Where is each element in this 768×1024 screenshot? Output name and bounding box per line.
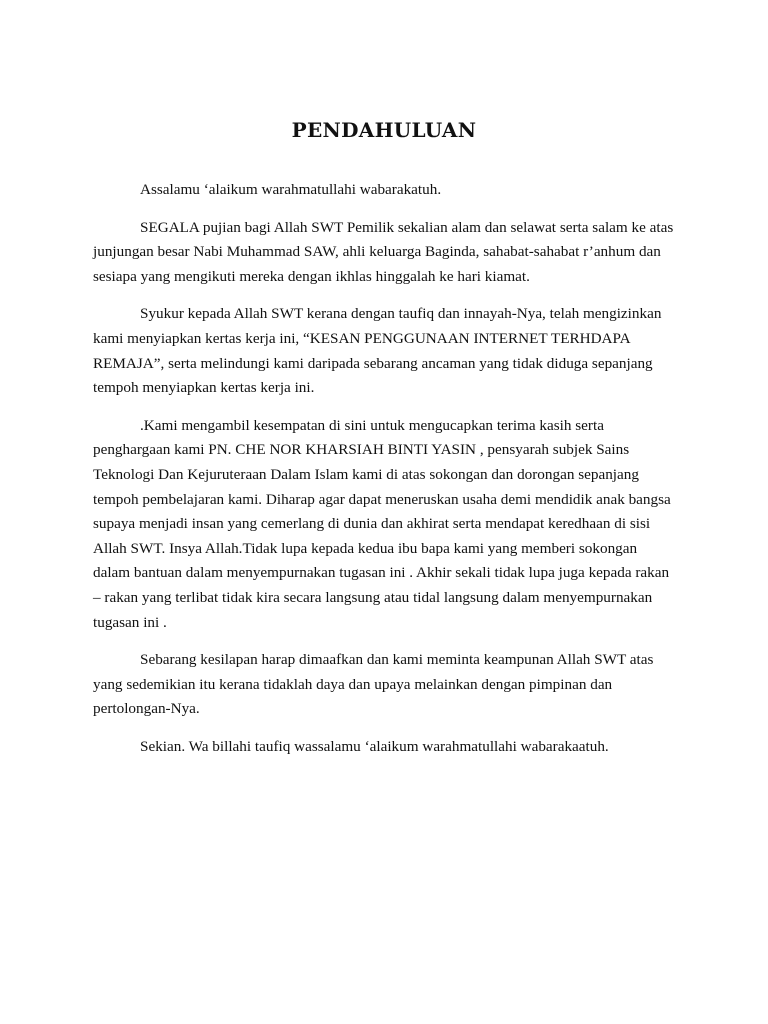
paragraph-greeting: Assalamu ‘alaikum warahmatullahi wabarakatuh. bbox=[140, 181, 442, 198]
paragraph-acknowledgement: .Kami mengambil kesempatan di sini untuk mengucapkan terima kasih serta penghargaan kami PN. CHE NOR KHARSIAH BINTI YASIN , pensyarah subjek Sains Teknologi Dan Kejuruteraan Dalam Islam kami di atas sokongan dan dorongan sepanjang tempoh pembelajaran kami. Diharap agar dapat meneruskan usaha demi mendidik anak bangsa supaya menjadi insan yang cemerlang di dunia dan akhirat serta mendapat keredhaan di sisi Allah SWT. Insya Allah.Tidak lupa kepada kedua ibu bapa kami yang memberi sokongan dalam bantuan dalam menyempurnakan tugasan ini . Akhir sekali tidak lupa juga kepada rakan – rakan yang terlibat tidak kira secara langsung atau tidal langsung dalam menyempurnakan tugasan ini . bbox=[93, 416, 671, 631]
paragraph-gratitude: Syukur kepada Allah SWT kerana dengan taufiq dan innayah-Nya, telah mengizinkan kami menyiapkan kertas kerja ini, “KESAN PENGGUNAAN INTERNET TERHDAPA REMAJA”, serta melindungi kami daripada sebarang ancaman yang tidak diduga sepanjang tempoh menyiapkan kertas kerja ini. bbox=[93, 305, 662, 397]
paragraph-praise: SEGALA pujian bagi Allah SWT Pemilik sekalian alam dan selawat serta salam ke atas junjungan besar Nabi Muhammad SAW, ahli keluarga Baginda, sahabat-sahabat r’anhum dan sesiapa yang mengikuti mereka dengan ikhlas hinggalah ke hari kiamat. bbox=[93, 218, 674, 285]
paragraph-apology: Sebarang kesilapan harap dimaafkan dan kami meminta keampunan Allah SWT atas yang sedemikian itu kerana tidaklah daya dan upaya melainkan dengan pimpinan dan pertolongan-Nya. bbox=[93, 651, 654, 718]
paragraph-closing: Sekian. Wa billahi taufiq wassalamu ‘alaikum warahmatullahi wabarakaatuh. bbox=[140, 737, 609, 755]
page-title: PENDAHULUAN bbox=[291, 118, 477, 142]
document-body bbox=[93, 178, 675, 772]
